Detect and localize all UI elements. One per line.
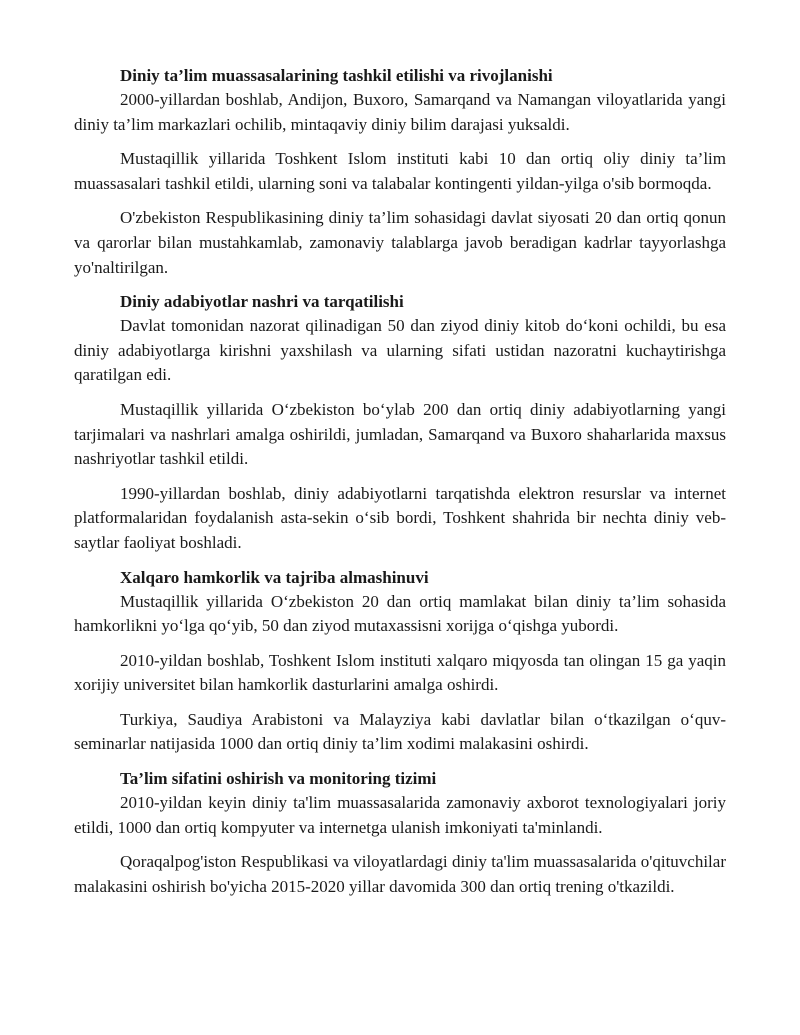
paragraph: 2000-yillardan boshlab, Andijon, Buxoro, Samarqand va Namangan viloyatlarida yangi diniy ta’lim markazlari ochilib, mintaqaviy diniy bilim darajasi yuksaldi. bbox=[74, 90, 726, 134]
section-heading: Diniy adabiyotlar nashri va tarqatilishi bbox=[120, 292, 404, 312]
paragraph: Davlat tomonidan nazorat qilinadigan 50 dan ziyod diniy kitob do‘koni ochildi, bu esa diniy adabiyotlarga kirishni yaxshilash va ularning sifati ustidan nazoratni kuchaytirishga qaratilgan edi. bbox=[74, 316, 726, 385]
paragraph: 2010-yildan keyin diniy ta'lim muassasalarida zamonaviy axborot texnologiyalari joriy etildi, 1000 dan ortiq kompyuter va internetga ulanish imkoniyati ta'minlandi. bbox=[74, 793, 726, 837]
section-heading: Xalqaro hamkorlik va tajriba almashinuvi bbox=[120, 567, 429, 587]
section-heading: Diniy ta’lim muassasalarining tashkil etilishi va rivojlanishi bbox=[120, 66, 553, 85]
paragraph: 1990-yillardan boshlab, diniy adabiyotlarni tarqatishda elektron resurslar va internet platformalaridan foydalanish asta-sekin o‘sib bordi, Toshkent shahrida bir nechta diniy veb-saytlar faoliyat boshladi. bbox=[74, 483, 726, 552]
section-religious-literature bbox=[74, 290, 726, 555]
section-international-cooperation bbox=[74, 566, 726, 758]
paragraph: 2010-yildan boshlab, Toshkent Islom instituti xalqaro miqyosda tan olingan 15 ga yaqin xorijiy universitet bilan hamkorlik dasturlarini amalga oshirdi. bbox=[74, 650, 726, 695]
paragraph: Qoraqalpog'iston Respublikasi va viloyatlardagi diniy ta'lim muassasalarida o'qituvchilar malakasini oshirish bo'yicha 2015-2020 yillar davomida 300 dan ortiq trening o'tkazildi. bbox=[74, 852, 726, 896]
section-religious-education-institutions bbox=[74, 64, 726, 280]
section-quality-monitoring bbox=[74, 767, 726, 899]
paragraph: Mustaqillik yillarida O‘zbekiston 20 dan ortiq mamlakat bilan diniy ta’lim sohasida hamkorlikni yo‘lga qo‘yib, 50 dan ziyod mutaxassisni xorijga o‘qishga yubordi. bbox=[74, 591, 726, 636]
paragraph: Mustaqillik yillarida Toshkent Islom instituti kabi 10 dan ortiq oliy diniy ta’lim muassasalari tashkil etildi, ularning soni va talabalar kontingenti yildan-yilga o'sib bormoqda. bbox=[74, 149, 726, 193]
paragraph: Mustaqillik yillarida O‘zbekiston bo‘ylab 200 dan ortiq diniy adabiyotlarning yangi tarjimalari va nashrlari amalga oshirildi, jumladan, Samarqand va Buxoro shaharlarida maxsus nashriyotlar tashkil etildi. bbox=[74, 399, 726, 469]
paragraph: O'zbekiston Respublikasining diniy ta’lim sohasidagi davlat siyosati 20 dan ortiq qonun va qarorlar bilan mustahkamlab, zamonaviy talablarga javob beradigan kadrlar tayyorlashga yo'naltirilgan. bbox=[74, 208, 726, 277]
section-heading: Ta’lim sifatini oshirish va monitoring tizimi bbox=[120, 769, 437, 789]
paragraph: Turkiya, Saudiya Arabistoni va Malayziya kabi davlatlar bilan o‘tkazilgan o‘quv-seminarlar natijasida 1000 dan ortiq diniy ta’lim xodimi malakasini oshirdi. bbox=[74, 709, 726, 754]
